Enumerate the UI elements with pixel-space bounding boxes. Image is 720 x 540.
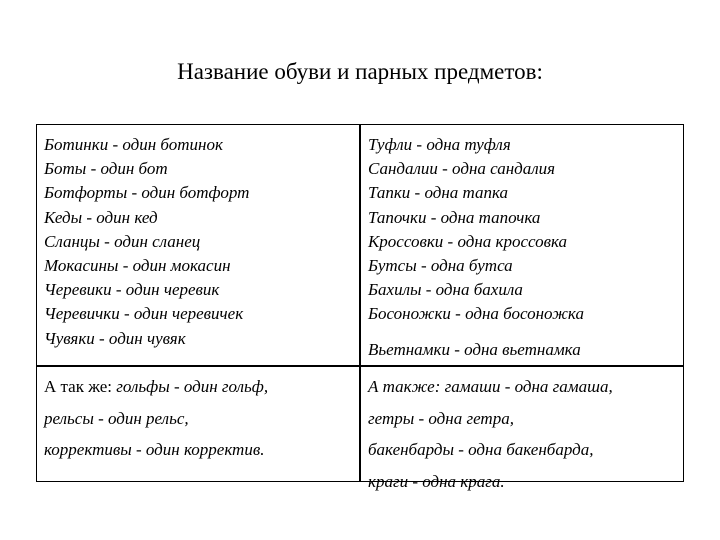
bottom-left-prefix: А так же: (44, 377, 117, 396)
list-item: Тапочки - одна тапочка (368, 207, 541, 227)
cell-top-right-extra (368, 338, 581, 362)
list-item: Сандалии - одна сандалия (368, 159, 556, 179)
list-item (44, 371, 268, 403)
list-item: Кроссовки - одна кроссовка (368, 231, 568, 251)
list-item: краги - одна крага. (368, 471, 505, 491)
list-item (368, 371, 613, 403)
list-item: Черевички - один черевичек (44, 304, 244, 324)
list-item: коррективы - один корректив. (44, 440, 265, 459)
cell-top-left (44, 133, 249, 351)
list-item: бакенбарды - одна бакенбарда, (368, 440, 594, 459)
list-item: Сланцы - один сланец (44, 231, 201, 251)
list-item: Бахилы - одна бахила (368, 280, 523, 300)
list-item: рельсы - один рельс, (44, 408, 189, 428)
list-item: Туфли - одна туфля (368, 135, 511, 154)
cell-top-right (368, 133, 584, 327)
shoes-table (36, 124, 684, 491)
page-title: Название обуви и парных предметов: (177, 59, 543, 84)
bottom-left-line: гольфы - один гольф, (116, 377, 269, 396)
list-item: Ботфорты - один ботфорт (44, 183, 250, 203)
list-item: Чувяки - один чувяк (44, 328, 186, 348)
cell-bottom-right (368, 371, 613, 497)
list-item: Черевики - один черевик (44, 280, 220, 300)
list-item: Вьетнамки - одна вьетнамка (368, 340, 581, 359)
bottom-right-line: гамаши - одна гамаша, (444, 377, 613, 396)
list-item: Босоножки - одна босоножка (368, 304, 584, 324)
list-item: гетры - одна гетра, (368, 408, 514, 428)
list-item: Боты - один бот (44, 159, 168, 179)
list-item: Бутсы - одна бутса (368, 256, 513, 276)
cell-bottom-left (44, 371, 268, 466)
bottom-right-prefix: А также: (368, 377, 445, 396)
list-item: Мокасины - один мокасин (44, 256, 231, 276)
table-divider-horizontal (37, 365, 683, 367)
list-item: Кеды - один кед (44, 207, 158, 227)
list-item: Ботинки - один ботинок (44, 135, 223, 154)
table-divider-vertical (359, 125, 361, 481)
list-item: Тапки - одна тапка (368, 183, 509, 203)
